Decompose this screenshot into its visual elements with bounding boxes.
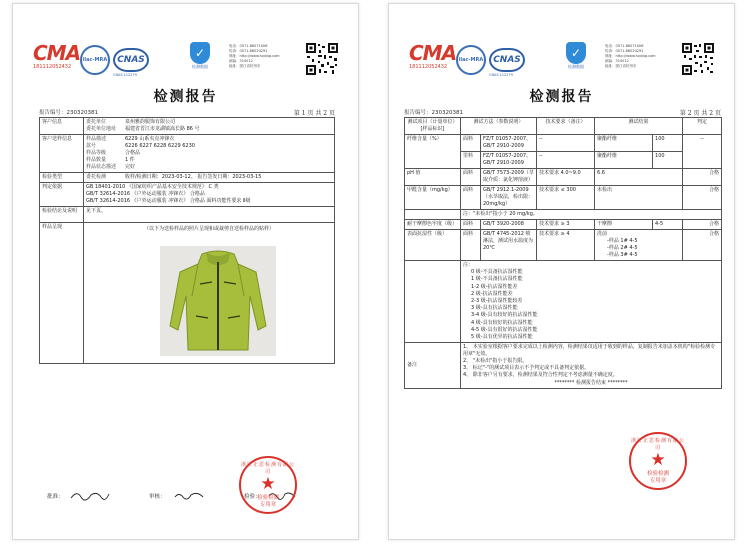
- approver-label: 批准：: [47, 494, 64, 500]
- column-header: 判定: [683, 118, 722, 135]
- verification-badge: ✓ 检测数据: [181, 42, 219, 76]
- table-row: 耐干摩擦色牢度（级） 面料 GB/T 3920-2008 技术要求 ≥ 3 干摩擦 4-5 合格: [405, 220, 722, 230]
- row-label: 客户送样信息: [40, 135, 84, 173]
- rating-scale: 注： 0 级-不具备抗沾湿性能 1 级-不具备抗沾湿性能 1-2 级-抗沾湿性能差 2 级-抗沾湿性能差 2-3 级-抗沾湿性能较差 3 级-具有抗沾湿性能 3-4 级-具有较好的抗沾湿性能 4 级-具有较好的抗沾湿性能 4-5 级-具有很好的抗沾湿性能 5 级-具有优异的抗沾湿性能: [461, 261, 722, 343]
- cnas-number: CNAS L12279: [489, 73, 513, 77]
- inspector-label: 检验：: [244, 494, 261, 500]
- photo-note: （以下为送检样品的照片呈现和或裁剪自送检样品的贴样）: [143, 226, 274, 232]
- cnas-logo: CNAS: [489, 48, 525, 72]
- shield-check-icon: ✓: [190, 42, 210, 64]
- jacket-photo: [160, 246, 276, 356]
- table-row: pH 值 面料 GB/T 7573-2009（萃取介质：氯化钾溶液） 技术要求 4.0~9.0 6.6 合格: [405, 169, 722, 186]
- table-row-basis: 判定依据 GB 18401-2010 《国家纺织产品基本安全技术规范》 C 类 GB/T 32614-2016 《户外运动服装 冲锋衣》 合格品 GB/T 32614-2016 《户外运动服装 冲锋衣》 合格品 面料功能性要求 Ⅱ级: [40, 183, 335, 207]
- report-meta: 报告编号：230320381 第 1 页 共 2 页: [39, 110, 335, 117]
- report-page-1: [12, 3, 359, 540]
- table-row-photo: [40, 223, 335, 364]
- column-header: 技术要求（备注）: [537, 118, 595, 135]
- info-table: [39, 117, 335, 364]
- page-title: 检测报告: [529, 89, 594, 105]
- row-label: 检验结论及说明: [40, 207, 84, 223]
- table-row-sample: 客户送样信息 样品描述 6229 山系夹克冲锋衣 款号 6226 6227 6228 6229 6230 样品等级 合格品 样品数量 1 件 样品状态描述 完好: [40, 135, 335, 173]
- remarks: 1、 本实验室根据客户要求完成以上检测内容，检测结果仅适用于收到的样品，复制报告未加盖本机构"检验检测专用章"无效。 2、 "未检出"指小于报告限。 3、 标记"-"的测试项目表示不予判定或不具备判定依据。 4、 除非客户另有要求，检测结果及符合性判定不考虑测量不确定度。 ******** 检测报告结束 ********: [461, 343, 722, 389]
- cnas-logo: CNAS: [113, 48, 149, 72]
- row-label: 客户信息: [40, 118, 84, 135]
- report-number: 230320381: [431, 110, 464, 116]
- table-header-row: [405, 118, 722, 135]
- table-row-rating-notes: [405, 261, 722, 343]
- ilac-mra-logo: ilac-MRA: [456, 45, 486, 75]
- table-row: 里料 FZ/T 01057-2007、GB/T 2910-2009 -- 聚酯纤维 100: [405, 152, 722, 169]
- reviewer-label: 审核：: [149, 494, 166, 500]
- report-end-line: ******** 检测报告结束 ********: [554, 380, 628, 387]
- contact-info: 电话：0571-86071006 传真：0571-86024292 网址：http://www.hzjcbg.com 邮编：310012 地址：浙江省杭州市: [605, 44, 656, 68]
- column-header: 测试方法（参数说明）: [461, 118, 537, 135]
- table-row: 表面抗湿性（级） 面料 GB/T 4745-2012 喷淋法，测试用水温度为 20℃ 技术要求 ≥ 4 洗前 -样品 1# 4-5 -样品 2# 4-5 -样品 3# 4-5 合格: [405, 230, 722, 261]
- report-number: 230320381: [66, 110, 99, 116]
- reviewer-signature: [173, 489, 207, 501]
- approver-signature: [69, 488, 111, 502]
- cma-logo: CMA 181112052432: [409, 41, 457, 70]
- table-row-check-type: 检验类型 委托检测 收样/检测日期：2023-03-12。 报告签发日期：2023-03-15: [40, 173, 335, 183]
- row-label: 检验类型: [40, 173, 84, 183]
- row-label: 判定依据: [40, 183, 84, 207]
- qr-code-icon: [681, 42, 715, 76]
- header-logos: [33, 42, 343, 78]
- table-row-remarks: 备注 1、 本实验室根据客户要求完成以上检测内容，检测结果仅适用于收到的样品，复制报告未加盖本机构"检验检测专用章"无效。 2、 "未检出"指小于报告限。 3、 标记"-"的测试项目表示不予判定或不具备判定依据。 4、 除非客户另有要求，检测结果及符合性判定不考虑测量不确定度。 ******** 检测报告结束 ********: [405, 343, 722, 389]
- report-meta: 报告编号：230320381 第 2 页 共 2 页: [404, 110, 721, 117]
- star-icon: ★: [650, 450, 666, 470]
- table-row: 甲醛含量（mg/kg） 面料 GB/T 2912.1-2009（水萃取法，检出限：20mg/kg） 技术要求 ≤ 300 未检出 合格: [405, 186, 722, 210]
- table-row-note: 注："未检出"指小于 20 mg/kg。: [405, 210, 722, 220]
- page-title: 检测报告: [153, 89, 218, 105]
- page-indicator: 第 2 页 共 2 页: [679, 110, 721, 117]
- cnas-number: CNAS L12279: [113, 73, 137, 77]
- cma-logo: CMA 181112052432: [33, 41, 81, 70]
- star-icon: ★: [260, 474, 276, 494]
- official-stamp: 浙江正思检测有限公司 ★ 检验检测 专用章: [239, 456, 297, 514]
- contact-info: 电话：0571-86071006 传真：0571-86024292 网址：http://www.hzjcbg.com 邮编：310012 地址：浙江省杭州市: [229, 44, 280, 68]
- table-row: 纤维含量（%） 面料 FZ/T 01057-2007、GB/T 2910-2009 -- 聚酯纤维 100 --: [405, 135, 722, 152]
- table-row-client: 客户信息 委托单位 泉州雅韵服饰有限公司 委托单位地址 福建省晋江市龙湖镇嵩长路 86 号: [40, 118, 335, 135]
- qr-code-icon: [305, 42, 339, 76]
- ilac-mra-logo: ilac-MRA: [80, 45, 110, 75]
- shield-check-icon: ✓: [566, 42, 586, 64]
- row-label: 样品呈现: [40, 223, 84, 364]
- verification-badge: ✓ 检测数据: [557, 42, 595, 76]
- header-logos: [409, 42, 719, 78]
- column-header: 测试项目（计量单位）[样品标识]: [405, 118, 461, 135]
- report-page-2: [388, 3, 735, 540]
- official-stamp: 浙江正思检测有限公司 ★ 检验检测 专用章: [629, 432, 687, 490]
- page-indicator: 第 1 页 共 2 页: [293, 110, 335, 117]
- jacket-image: [160, 246, 276, 356]
- column-header: 测试结果: [595, 118, 683, 135]
- results-table: [404, 117, 721, 389]
- table-row-conclusion: 检验结论及说明 见下页。: [40, 207, 335, 223]
